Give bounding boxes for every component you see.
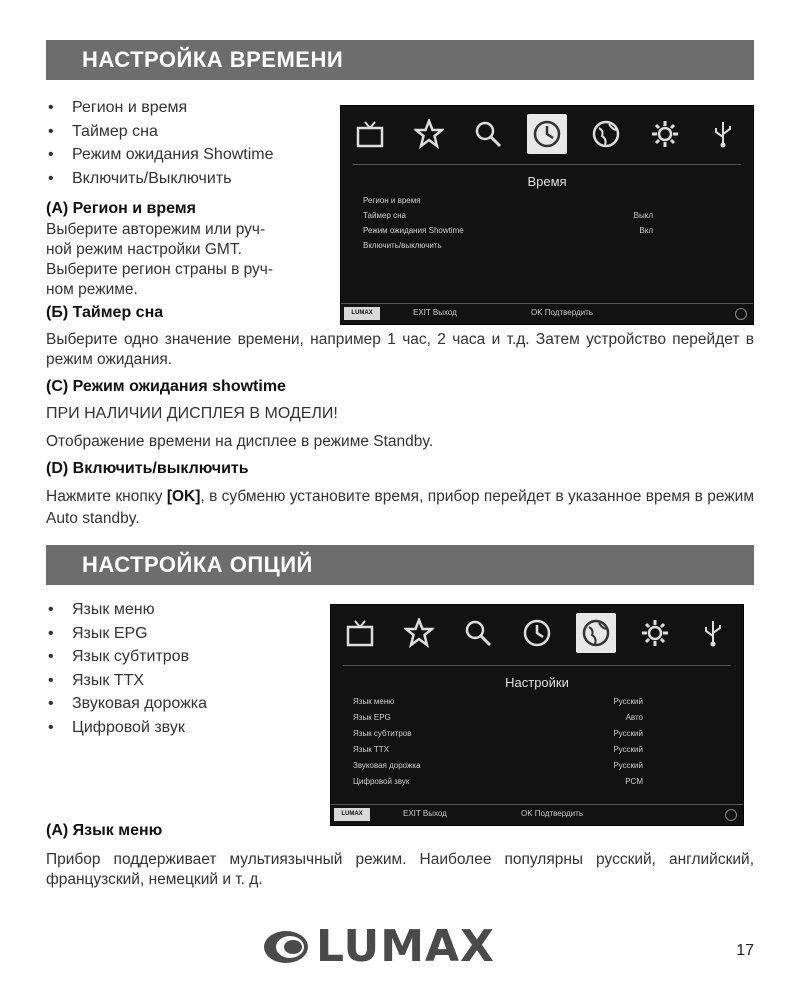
globe-icon <box>576 613 616 653</box>
search-icon <box>468 114 508 154</box>
clock-icon <box>527 114 567 154</box>
list-item: • Регион и время <box>46 96 274 120</box>
tv-icon <box>350 114 390 154</box>
menu-row-digital-audio[interactable] <box>353 777 683 786</box>
row-label: Звуковая дорожка <box>353 761 421 770</box>
paragraph-on-off <box>46 486 754 530</box>
gear-icon <box>645 114 685 154</box>
row-label: Язык субтитров <box>353 729 412 738</box>
list-item: • Язык меню <box>46 598 207 622</box>
menu-row-menu-language[interactable] <box>353 697 683 706</box>
navigation-ring-icon <box>725 809 737 821</box>
time-bullet-list <box>46 96 274 190</box>
paragraph-sleep-timer: Выберите одно значение времени, например 1 час, 2 часа и т.д. Затем устройство перейдет в режим ожидания. <box>46 331 754 368</box>
clock-icon <box>517 613 557 653</box>
row-value: Русский <box>613 729 643 738</box>
paragraph-region-time <box>46 220 336 300</box>
row-label: Язык меню <box>353 697 395 706</box>
ok-hint: OK Подтвердить <box>521 809 583 818</box>
row-label: Язык TTX <box>353 745 390 754</box>
usb-icon <box>703 114 743 154</box>
menu-row-region[interactable] <box>363 196 693 205</box>
screen-title: Время <box>527 174 567 189</box>
options-bullet-list <box>46 598 207 739</box>
row-value: PCM <box>625 777 643 786</box>
row-label: Регион и время <box>363 196 421 205</box>
menu-row-sleep-timer[interactable] <box>363 211 693 220</box>
brand-logo: LUMAX <box>344 307 380 320</box>
heading-sleep-timer: (Б) Таймер сна <box>46 304 164 321</box>
usb-icon <box>693 613 733 653</box>
list-item: • Язык EPG <box>46 622 207 646</box>
divider <box>353 164 741 165</box>
ok-hint: OK Подтвердить <box>531 308 593 317</box>
exit-hint: EXIT Выход <box>403 809 447 818</box>
tv-screen-options-menu <box>330 604 744 826</box>
row-value: Русский <box>613 697 643 706</box>
menu-icon-row <box>331 613 743 653</box>
row-value: Выкл <box>633 211 653 220</box>
menu-row-epg-language[interactable] <box>353 713 683 722</box>
paragraph-showtime: Отображение времени на дисплее в режиме Standby. <box>46 433 434 450</box>
row-value: Русский <box>613 761 643 770</box>
section-title-options: НАСТРОЙКА ОПЦИЙ <box>46 545 754 585</box>
list-item: • Включить/Выключить <box>46 167 274 191</box>
text-line: ном режиме. <box>46 281 138 298</box>
screen-footer <box>341 303 753 324</box>
page-number: 17 <box>736 942 754 959</box>
list-item: • Таймер сна <box>46 120 274 144</box>
row-value: Русский <box>613 745 643 754</box>
screen-footer <box>331 804 743 825</box>
search-icon <box>458 613 498 653</box>
ok-key-label: [OK] <box>166 488 201 505</box>
exit-hint: EXIT Выход <box>413 308 457 317</box>
heading-region-time: (А) Регион и время <box>46 200 196 217</box>
list-item: • Режим ожидания Showtime <box>46 143 274 167</box>
paragraph-menu-language: Прибор поддерживает мультиязычный режим. Наиболее популярны русский, английский, французский, немецкий и т. д. <box>46 851 754 888</box>
row-label: Цифровой звук <box>353 777 410 786</box>
text-line: Выберите авторежим или руч- <box>46 221 266 238</box>
menu-row-audio-track[interactable] <box>353 761 683 770</box>
row-label: Режим ожидания Showtime <box>363 226 464 235</box>
text-line: Выберите регион страны в руч- <box>46 261 274 278</box>
tv-icon <box>340 613 380 653</box>
row-label: Включить/выключить <box>363 241 442 250</box>
brand-wordmark: LUMAX <box>316 921 495 972</box>
row-value: Вкл <box>639 226 653 235</box>
brand-logo: LUMAX <box>334 808 370 821</box>
row-value: Авто <box>625 713 643 722</box>
menu-row-showtime[interactable] <box>363 226 693 235</box>
tv-screen-time-menu <box>340 105 754 325</box>
heading-menu-language: (А) Язык меню <box>46 822 163 839</box>
navigation-ring-icon <box>735 308 747 320</box>
star-icon <box>399 613 439 653</box>
menu-icon-row <box>341 114 753 154</box>
lumax-logo <box>262 922 542 972</box>
globe-icon <box>586 114 626 154</box>
text-segment: , в субменю установите время, прибор перейдет в указанное время в режим Auto standby. <box>46 488 754 527</box>
text-line: ной режим настройки GMT. <box>46 241 242 258</box>
divider <box>343 665 731 666</box>
row-label: Таймер сна <box>363 211 406 220</box>
list-item: • Цифровой звук <box>46 716 207 740</box>
star-icon <box>409 114 449 154</box>
row-label: Язык EPG <box>353 713 391 722</box>
list-item: • Язык субтитров <box>46 645 207 669</box>
note-display: ПРИ НАЛИЧИИ ДИСПЛЕЯ В МОДЕЛИ! <box>46 405 338 422</box>
list-item: • Звуковая дорожка <box>46 692 207 716</box>
text-segment: Нажмите кнопку <box>46 488 167 505</box>
heading-showtime: (C) Режим ожидания showtime <box>46 378 286 395</box>
menu-row-on-off[interactable] <box>363 241 693 250</box>
list-item: • Язык TTX <box>46 669 207 693</box>
section-title-time: НАСТРОЙКА ВРЕМЕНИ <box>46 40 754 80</box>
screen-title: Настройки <box>505 675 569 690</box>
gear-icon <box>635 613 675 653</box>
menu-row-ttx-language[interactable] <box>353 745 683 754</box>
lumax-swoosh-icon <box>262 929 310 965</box>
heading-on-off: (D) Включить/выключить <box>46 460 249 477</box>
menu-row-subtitle-language[interactable] <box>353 729 683 738</box>
